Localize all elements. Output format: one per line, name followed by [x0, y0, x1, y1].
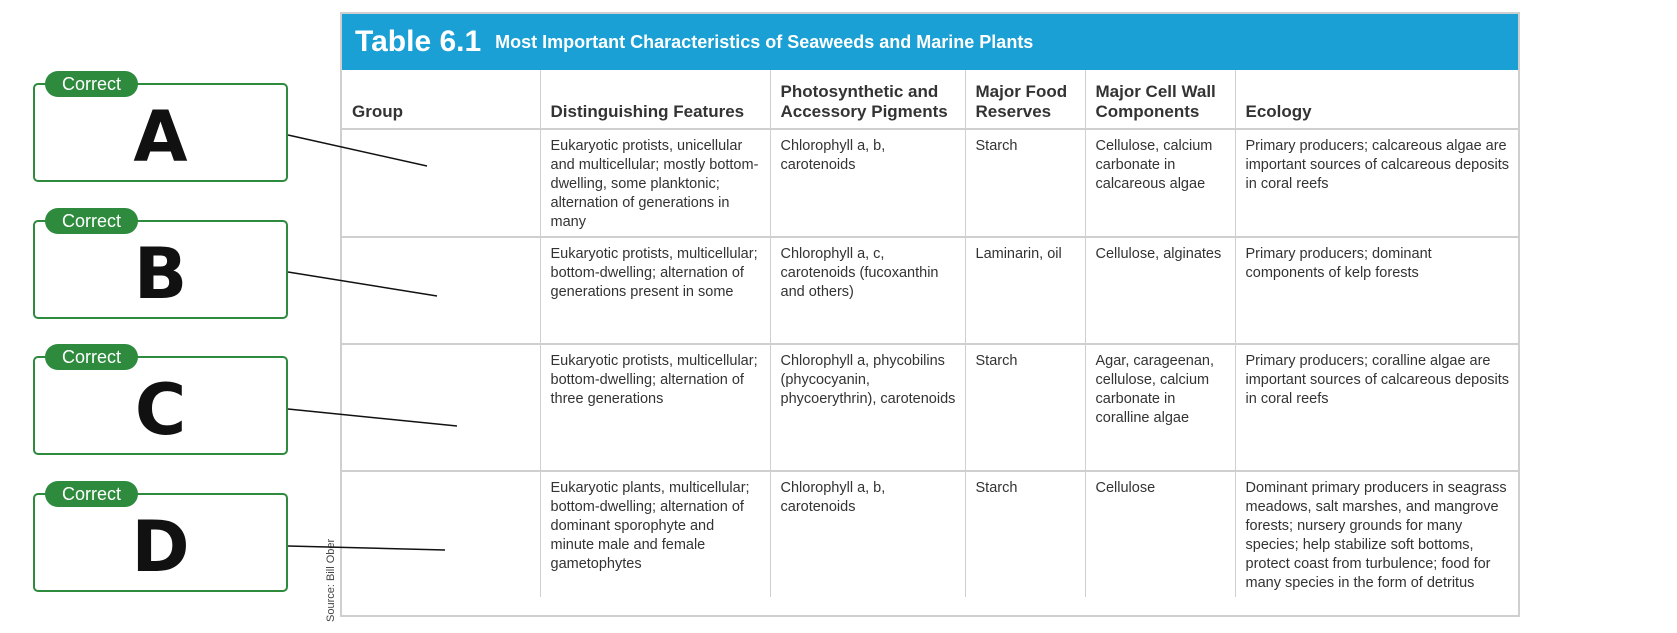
- table-cell: Chlorophyll a, phycobilins (phycocyanin, phycoerythrin), carotenoids: [770, 344, 965, 471]
- header-group: Group: [342, 70, 540, 129]
- table-cell: Eukaryotic plants, multicellular; bottom-dwelling; alternation of dominant sporophyte and minute male and female gametophytes: [540, 471, 770, 597]
- table-cell: Cellulose, calcium carbonate in calcareous algae: [1085, 129, 1235, 237]
- table-cell: Laminarin, oil: [965, 237, 1085, 344]
- correct-badge: Correct: [45, 71, 138, 97]
- table-cell: Chlorophyll a, c, carotenoids (fucoxanthin and others): [770, 237, 965, 344]
- table-cell: Eukaryotic protists, multicellular; bottom-dwelling; alternation of generations present in some: [540, 237, 770, 344]
- source-credit: Source: Bill Ober: [325, 538, 337, 622]
- table-cell: Primary producers; coralline algae are important sources of calcareous deposits in coral reefs: [1235, 344, 1518, 471]
- header-ecology: Ecology: [1235, 70, 1518, 129]
- connector-line-a: [288, 135, 427, 166]
- table-cell: Dominant primary producers in seagrass meadows, salt marshes, and mangrove forests; nursery grounds for many species; help stabilize soft bottoms, protect coast from turbulence; food for many species in the form of detritus: [1245, 480, 1507, 591]
- correct-badge: Correct: [45, 344, 138, 370]
- table-cell: Chlorophyll a, b, carotenoids: [770, 471, 965, 597]
- table-cell: Cellulose: [1085, 471, 1235, 597]
- correct-badge: Correct: [45, 208, 138, 234]
- connector-line-b: [288, 272, 437, 296]
- table-cell: Primary producers; calcareous algae are important sources of calcareous deposits in coral reefs: [1235, 129, 1518, 237]
- answer-letter: B: [133, 233, 188, 315]
- header-food-reserves: Major Food Reserves: [965, 70, 1085, 129]
- answer-letter: A: [133, 96, 188, 178]
- table-cell: Eukaryotic protists, unicellular and multicellular; mostly bottom-dwelling, some planktonic; alternation of generations in many: [540, 129, 770, 237]
- connector-line-c: [288, 409, 457, 426]
- connector-line-d: [288, 546, 445, 550]
- table-cell: Cellulose, alginates: [1085, 237, 1235, 344]
- correct-badge: Correct: [45, 481, 138, 507]
- table-cell: Agar, carageenan, cellulose, calcium carbonate in coralline algae: [1085, 344, 1235, 471]
- table-cell: Eukaryotic protists, multicellular; bottom-dwelling; alternation of three generations: [540, 344, 770, 471]
- table-number: Table 6.1: [355, 25, 482, 58]
- table-cell: Chlorophyll a, b, carotenoids: [770, 129, 965, 237]
- answer-letter: D: [131, 506, 190, 588]
- table-title: Most Important Characteristics of Seaweeds and Marine Plants: [495, 31, 1034, 52]
- answer-letter: C: [134, 369, 187, 451]
- header-cell-wall: Major Cell Wall Components: [1085, 70, 1235, 129]
- header-distinguishing-features: Distinguishing Features: [540, 70, 770, 129]
- header-pigments: Photosynthetic and Accessory Pigments: [770, 70, 965, 129]
- table-cell: Starch: [965, 129, 1085, 237]
- table-cell: Starch: [965, 471, 1085, 597]
- table-cell: Starch: [965, 344, 1085, 471]
- table-cell: Primary producers; dominant components of kelp forests: [1235, 237, 1518, 344]
